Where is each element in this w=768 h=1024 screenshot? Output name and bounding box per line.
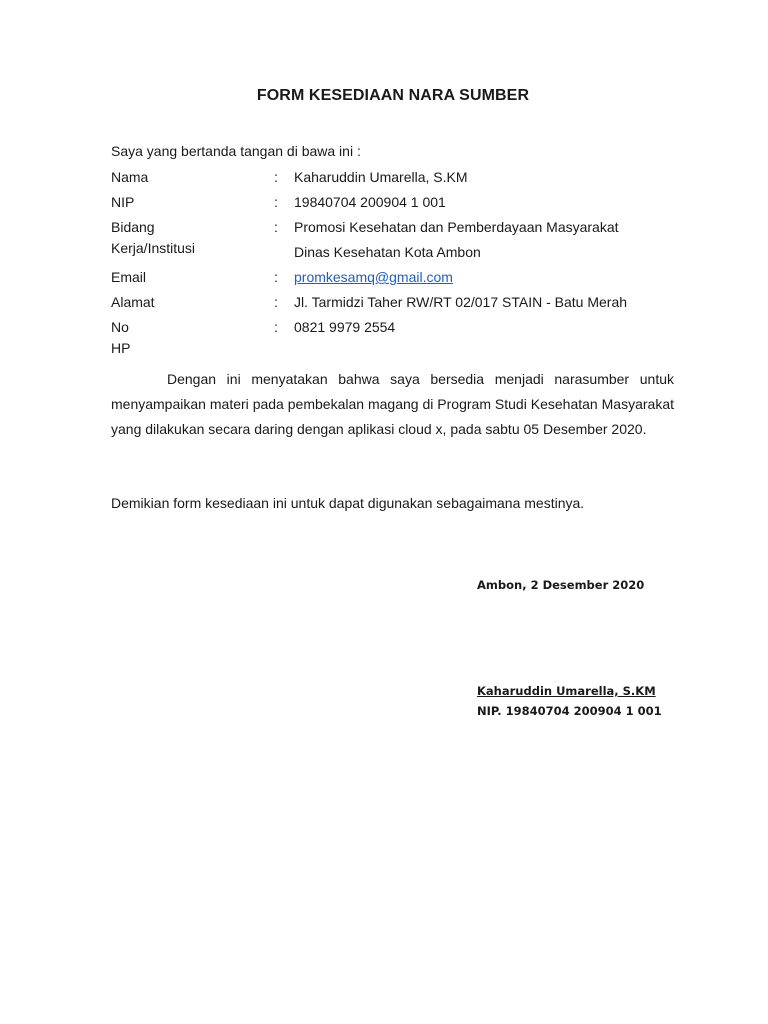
field-label: Alamat [111,294,155,310]
field-label: NIP [111,194,135,210]
field-value: 19840704 200904 1 001 [294,194,446,210]
field-label: Bidang Kerja/Institusi [111,219,196,256]
signature-place-date: Ambon, 2 Desember 2020 [477,578,645,592]
field-colon: : [274,269,278,285]
form-title: FORM KESEDIAAN NARA SUMBER [256,87,530,104]
intro-text: Saya yang bertanda tangan di bawa ini : [111,143,361,159]
field-label: Email [111,269,147,285]
field-value: Kaharuddin Umarella, S.KM [294,169,468,185]
closing-text: Demikian form kesediaan ini untuk dapat digunakan sebagaimana mestinya. [111,495,585,511]
field-colon: : [274,219,278,235]
field-value: Promosi Kesehatan dan Pemberdayaan Masyarakat [294,219,619,235]
field-value: 0821 9979 2554 [294,319,396,335]
field-colon: : [274,169,278,185]
signature-nip: NIP. 19840704 200904 1 001 [477,704,662,718]
field-value: Dinas Kesehatan Kota Ambon [294,244,481,260]
signature-name: Kaharuddin Umarella, S.KM [477,684,656,698]
field-label: Nama [111,169,149,185]
field-colon: : [274,294,278,310]
field-colon: : [274,194,278,210]
email-link[interactable]: promkesamq@gmail.com [294,269,453,285]
statement-paragraph: Dengan ini menyatakan bahwa saya bersedia menjadi narasumber untuk menyampaikan materi pada pembekalan magang di Program Studi Kesehatan Masyarakat yang dilakukan secara daring dengan aplikasi cloud x, pada sabtu 05 Desember 2020. [111,371,674,437]
field-colon: : [274,319,278,335]
field-value: Jl. Tarmidzi Taher RW/RT 02/017 STAIN - Batu Merah [294,294,628,310]
field-label: No HP [111,319,131,356]
